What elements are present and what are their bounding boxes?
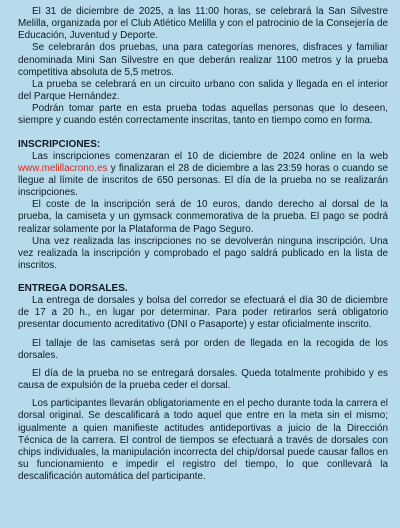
inscripciones-text-end: y finalizaran el 28 de diciembre a las 23:59 horas o cuando se llegue al límite de inscritos de 650 personas. El día de la prueba no se realizarán inscripciones. — [18, 162, 389, 199]
intro-paragraph-races: Se celebrarán dos pruebas, una para categorías menores, disfraces y familiar denominada Mini San Silvestre en que deberán realizar 1100 metros y la prueba competitiva absoluta de 5,5 metros. — [18, 42, 388, 78]
dorsales-paragraph-race-day: El día de la prueba no se entregará dorsales. Queda totalmente prohibido y es causa de expulsión de la prueba ceder el dorsal. — [18, 367, 388, 392]
melillacrono-link[interactable]: www.melillacrono.es — [18, 162, 108, 174]
dorsales-paragraph-sizing: El tallaje de las camisetas será por orden de llegada en la recogida de los dorsales. — [18, 337, 388, 361]
inscripciones-paragraph-dates — [18, 151, 388, 200]
inscripciones-paragraph-refund: Una vez realizada las inscripciones no se devolverán ninguna inscripción. Una vez realizada la inscripción y comprobado el pago saldrá publicado en la lista de inscritos. — [18, 235, 388, 271]
intro-paragraph-circuit: La prueba se celebrará en un circuito urbano con salida y llegada en el interior del Parque Hernández. — [18, 78, 388, 103]
inscripciones-text-start: Las inscripciones comenzaran el 10 de diciembre de 2024 online en la web — [32, 150, 388, 162]
inscripciones-heading: INSCRIPCIONES: — [18, 138, 101, 150]
intro-paragraph-participants: Podrán tomar parte en esta prueba todas aquellas personas que lo deseen, siempre y cuando estén correctamente inscritas, tanto en tiempo como en forma. — [18, 103, 388, 127]
inscripciones-paragraph-cost: El coste de la inscripción será de 10 euros, dando derecho al dorsal de la prueba, la camiseta y un gymsack conmemorativa de la prueba. El pago se podrá realizar solamente por la Plataforma de Pago Seguro. — [18, 199, 388, 235]
dorsales-paragraph-disqualification: Los participantes llevarán obligatoriamente en el pecho durante toda la carrera el dorsal original. Se descalificará a todo aquel que entre en la meta sin el mismo; igualmente a quien manifieste actitudes antideportivas a juicio de la Dirección Técnica de la carrera. El control de tiempos se efectuará a través de dorsales con chips individuales, la manipulación incorrecta del chip/dorsal puede causar fallos en su funcionamiento e impedir el registro del tiempo, lo que conllevará la descalificación automática del participante. — [18, 398, 388, 483]
dorsales-heading: ENTREGA DORSALES. — [18, 283, 128, 295]
intro-paragraph-date: El 31 de diciembre de 2025, a las 11:00 horas, se celebrará la San Silvestre Melilla, organizada por el Club Atlético Melilla y con el patrocinio de la Consejería de Educación, Juventud y Deporte. — [18, 6, 388, 42]
dorsales-paragraph-pickup: La entrega de dorsales y bolsa del corredor se efectuará el día 30 de diciembre de 17 a 20 h., en lugar por determinar. Para poder retirarlos será obligatorio presentar documento acreditativo (DNI o Pasaporte) y estar oficialmente inscrito. — [18, 295, 388, 331]
